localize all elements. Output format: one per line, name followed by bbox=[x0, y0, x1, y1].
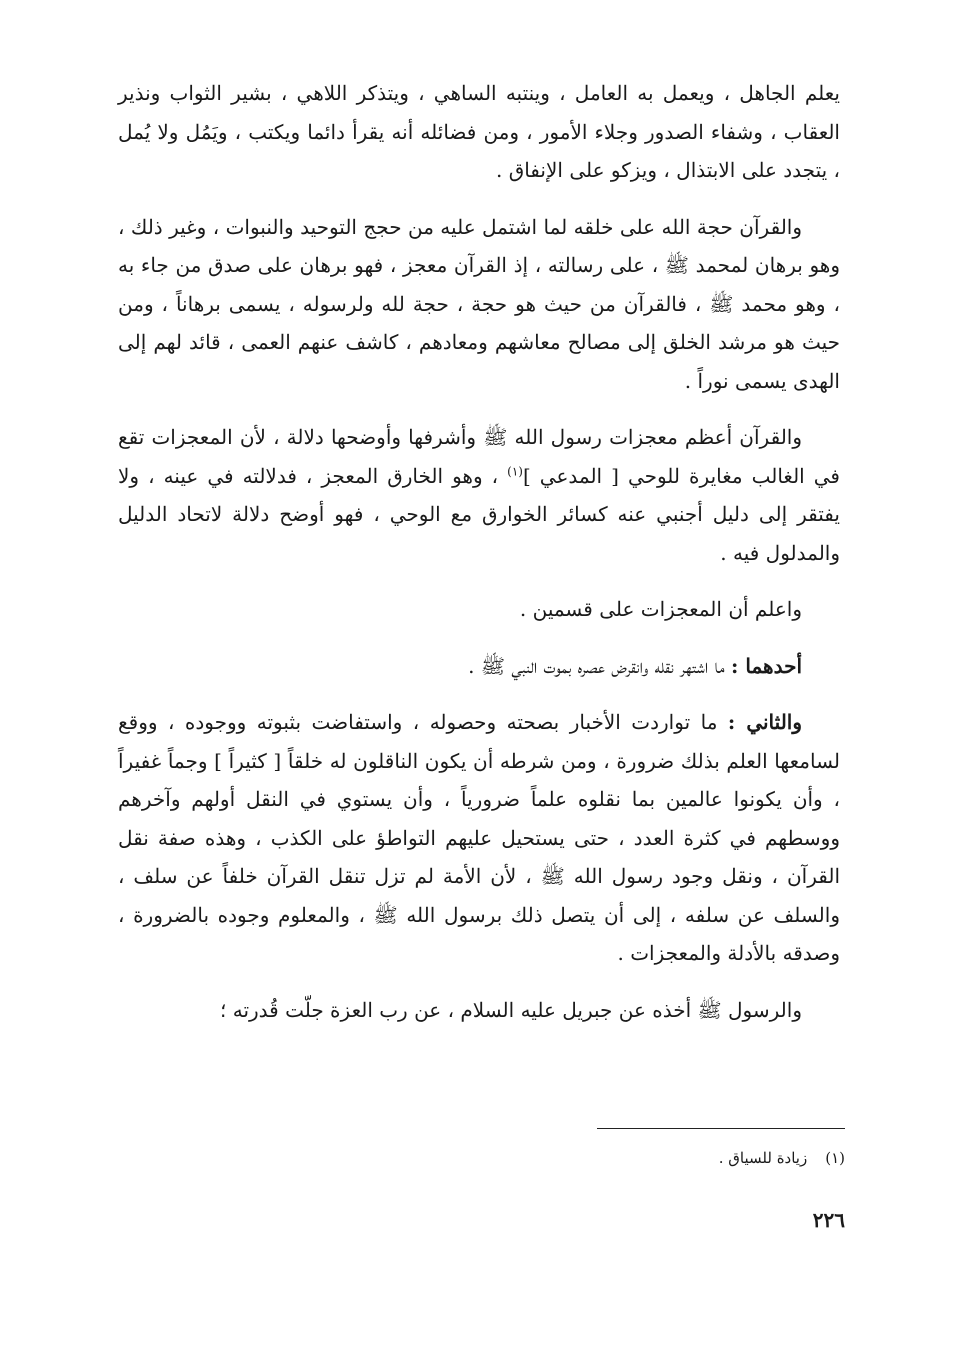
paragraph-5-text: ما اشتهر نقله وانقرض عصره بموت النبي ﷺ . bbox=[468, 653, 732, 678]
footnote bbox=[445, 1146, 845, 1170]
paragraph-5 bbox=[118, 647, 840, 686]
paragraph-7 bbox=[118, 991, 840, 1030]
paragraph-2 bbox=[118, 208, 840, 401]
paragraph-4 bbox=[118, 590, 840, 629]
paragraph-7-text: والرسول ﷺ أخذه عن جبريل عليه السلام ، عن رب العزة جلّت قُدرته ؛ bbox=[220, 997, 802, 1022]
paragraph-6-lead: والثاني : bbox=[727, 710, 802, 734]
footnote-mark: (١) bbox=[825, 1149, 845, 1167]
paragraph-3-text-before-note: والقرآن أعظم معجزات رسول الله ﷺ وأشرفها وأوضحها دلالة ، لأن المعجزات تقع في الغالب مغايرة للوحي [ المدعي ] bbox=[118, 425, 840, 488]
paragraph-3 bbox=[118, 418, 840, 572]
paragraph-6 bbox=[118, 703, 840, 973]
paragraph-1-text: يعلم الجاهل ، ويعمل به العامل ، وينتبه الساهي ، ويتذكر اللاهي ، بشير الثواب ونذير العقاب ، وشفاء الصدور وجلاء الأمور ، ومن فضائله أنه يقرأ دائما ويكتب ، ويَمُل ولا يُمل ، يتجدد على الابتذال ، ويزكو على الإنفاق . bbox=[118, 81, 840, 182]
page-body bbox=[118, 74, 840, 1047]
paragraph-2-text: والقرآن حجة الله على خلقه لما اشتمل عليه من حجج التوحيد والنبوات ، وغير ذلك ، وهو برهان لمحمد ﷺ ، على رسالته ، إذ القرآن معجز ، فهو برهان على صدق من جاء به ، وهو محمد ﷺ ، فالقرآن من حيث هو حجة ، حجة لله ولرسوله ، يسمى برهاناً ، ومن حيث هو مرشد الخلق إلى مصالح معاشهم ومعادهم ، كاشف عنهم العمى ، قائد لهم إلى الهدى يسمى نوراً . bbox=[118, 214, 840, 393]
page-number: ٢٢٦ bbox=[812, 1208, 845, 1232]
footnote-text: زيادة للسياق . bbox=[718, 1149, 808, 1167]
paragraph-5-lead: أحدهما : bbox=[731, 653, 802, 678]
paragraph-1 bbox=[118, 74, 840, 190]
paragraph-6-text: ما تواردت الأخبار بصحته وحصوله ، واستفاضت بثبوته ووجوده ، ووقع لسامعها العلم بذلك ضرورة ، ومن شرطه أن يكون الناقلون له خلقاً [ كثيراً ] وجماً غفيراً ، وأن يكونوا عالمين بما نقلوه علماً ضرورياً ، وأن يستوي في النقل أولهم وآخرهم ووسطهم في كثرة العدد ، حتى يستحيل عليهم التواطؤ على الكذب ، وهذه صفة نقل القرآن ، ونقل وجود رسول الله ﷺ ، لأن الأمة لم تزل تنقل القرآن خلفاً عن سلف ، والسلف عن سلفه ، إلى أن يتصل ذلك برسول الله ﷺ ، والمعلوم وجوده بالضرورة ، وصدقه بالأدلة والمعجزات . bbox=[118, 710, 840, 965]
footnote-divider bbox=[597, 1128, 845, 1129]
paragraph-3-text-after-note: ، وهو الخارق المعجز ، فدلالته في عينه ، ولا يفتقر إلى دليل أجنبي عنه كسائر الخوارق مع الوحي ، فهو أوضح دلالة لاتحاد الدليل والمدلول فيه . bbox=[118, 463, 840, 565]
paragraph-4-text: واعلم أن المعجزات على قسمين . bbox=[519, 597, 802, 621]
footnote-reference: (١) bbox=[507, 463, 523, 478]
